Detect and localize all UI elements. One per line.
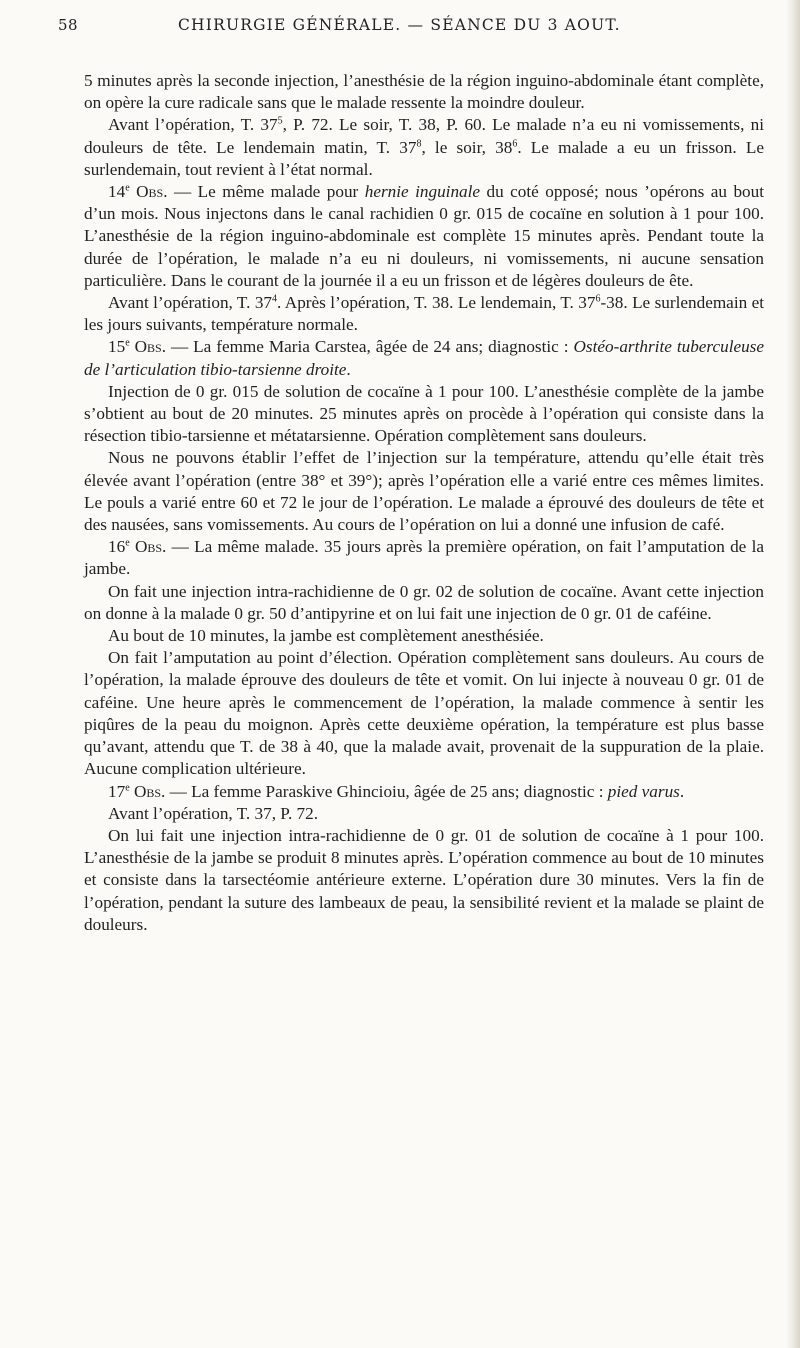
paragraph-p4: Avant l’opération, T. $37^4$. Après l’opération, T. 38. Le lendemain, T. $37^6-38$. Le surlendemain et les jours suivants, température normale. — [84, 293, 764, 335]
paragraph-p11: On fait l’amputation au point d’élection. Opération complètement sans douleurs. Au cours de l’opération, la malade éprouve des douleurs de tête et vomit. On lui injecte à nouveau 0 gr. 01 de caféine. Une heure après le commencement de l’opération, la malade commence à sentir les piqûres de la peau du moignon. Après cette deuxième opération, la température est plus basse qu’avant, attendu que T. de 38 à 40, que la malade avait, provenait de la suppuration de la plaie. Aucune complication ultérieure. — [84, 648, 764, 779]
page-number: 58 — [58, 16, 79, 34]
paragraph-p2: Avant l’opération, T. $37^5$, P. 72. Le soir, T. 38, P. 60. Le malade n’a eu ni vomissements, ni douleurs de tête. Le lendemain matin, T. $37^8$, le soir, $38^6$. Le malade a eu un frisson. Le surlendemain, tout revient à l’état normal. — [84, 115, 764, 179]
paragraph-p13: Avant l’opération, T. 37, P. 72. — [108, 803, 319, 823]
page-edge-shadow — [786, 0, 800, 1348]
body-text — [84, 70, 764, 936]
paragraph-p12: 17e Obs. — La femme Paraskive Ghincioiu, âgée de 25 ans; diagnostic : pied varus. — [108, 781, 685, 801]
paragraph-p6: Injection de 0 gr. 015 de solution de cocaïne à 1 pour 100. L’anesthésie complète de la jambe s’obtient au bout de 20 minutes. 25 minutes après on procède à l’opération qui consiste dans la résection tibio-tarsienne et métatarsienne. Opération complètement sans douleurs. — [84, 381, 764, 446]
paragraph-p9: On fait une injection intra-rachidienne de 0 gr. 02 de solution de cocaïne. Avant cette injection on donne à la malade 0 gr. 50 d’antipyrine et on lui fait une injection de 0 gr. 01 de caféine. — [84, 581, 764, 623]
paragraph-p7: Nous ne pouvons établir l’effet de l’injection sur la température, attendu qu’elle était très élevée avant l’opération (entre 38° et 39°); après l’opération elle a varié entre ces mêmes limites. Le pouls a varié entre 60 et 72 le jour de l’opération. Le malade a éprouvé des douleurs de tête et des nausées, sans vomissements. Au cours de l’opération on lui a donné une infusion de café. — [84, 448, 764, 535]
paragraph-p3: 14e Obs. — Le même malade pour hernie inguinale du coté opposé; nous ’opérons au bout d’un mois. Nous injectons dans le canal rachidien 0 gr. 015 de cocaïne en solution à 1 pour 100. L’anesthésie de la région inguino-abdominale est complète 15 minutes après. Pendant toute la durée de l’opération, le malade n’a eu ni douleurs, ni vomissements, ni aucune sensation particulière. Dans le courant de la journée il a eu un frisson et de légères douleurs de ête. — [84, 182, 764, 290]
running-head: CHIRURGIE GÉNÉRALE. — SÉANCE DU 3 AOUT. — [178, 16, 621, 34]
paragraph-p8: 16e Obs. — La même malade. 35 jours après la première opération, on fait l’amputation de la jambe. — [84, 537, 764, 579]
page-header — [58, 14, 750, 40]
paragraph-p1: 5 minutes après la seconde injection, l’anesthésie de la région inguino-abdominale étant complète, on opère la cure radicale sans que le malade ressente la moindre douleur. — [84, 71, 764, 113]
paragraph-p5: 15e Obs. — La femme Maria Carstea, âgée de 24 ans; diagnostic : Ostéo-arthrite tuberculeuse de l’articulation tibio-tarsienne droite. — [84, 337, 765, 379]
paragraph-p14: On lui fait une injection intra-rachidienne de 0 gr. 01 de solution de cocaïne à 1 pour 100. L’anesthésie de la jambe se produit 8 minutes après. L’opération commence au bout de 10 minutes et consiste dans la tarsectéomie antérieure externe. L’opération dure 30 minutes. Vers la fin de l’opération, pendant la suture des lambeaux de peau, la sensibilité revient et la malade se plaint de douleurs. — [84, 825, 764, 934]
paragraph-p10: Au bout de 10 minutes, la jambe est complètement anesthésiée. — [108, 626, 544, 646]
